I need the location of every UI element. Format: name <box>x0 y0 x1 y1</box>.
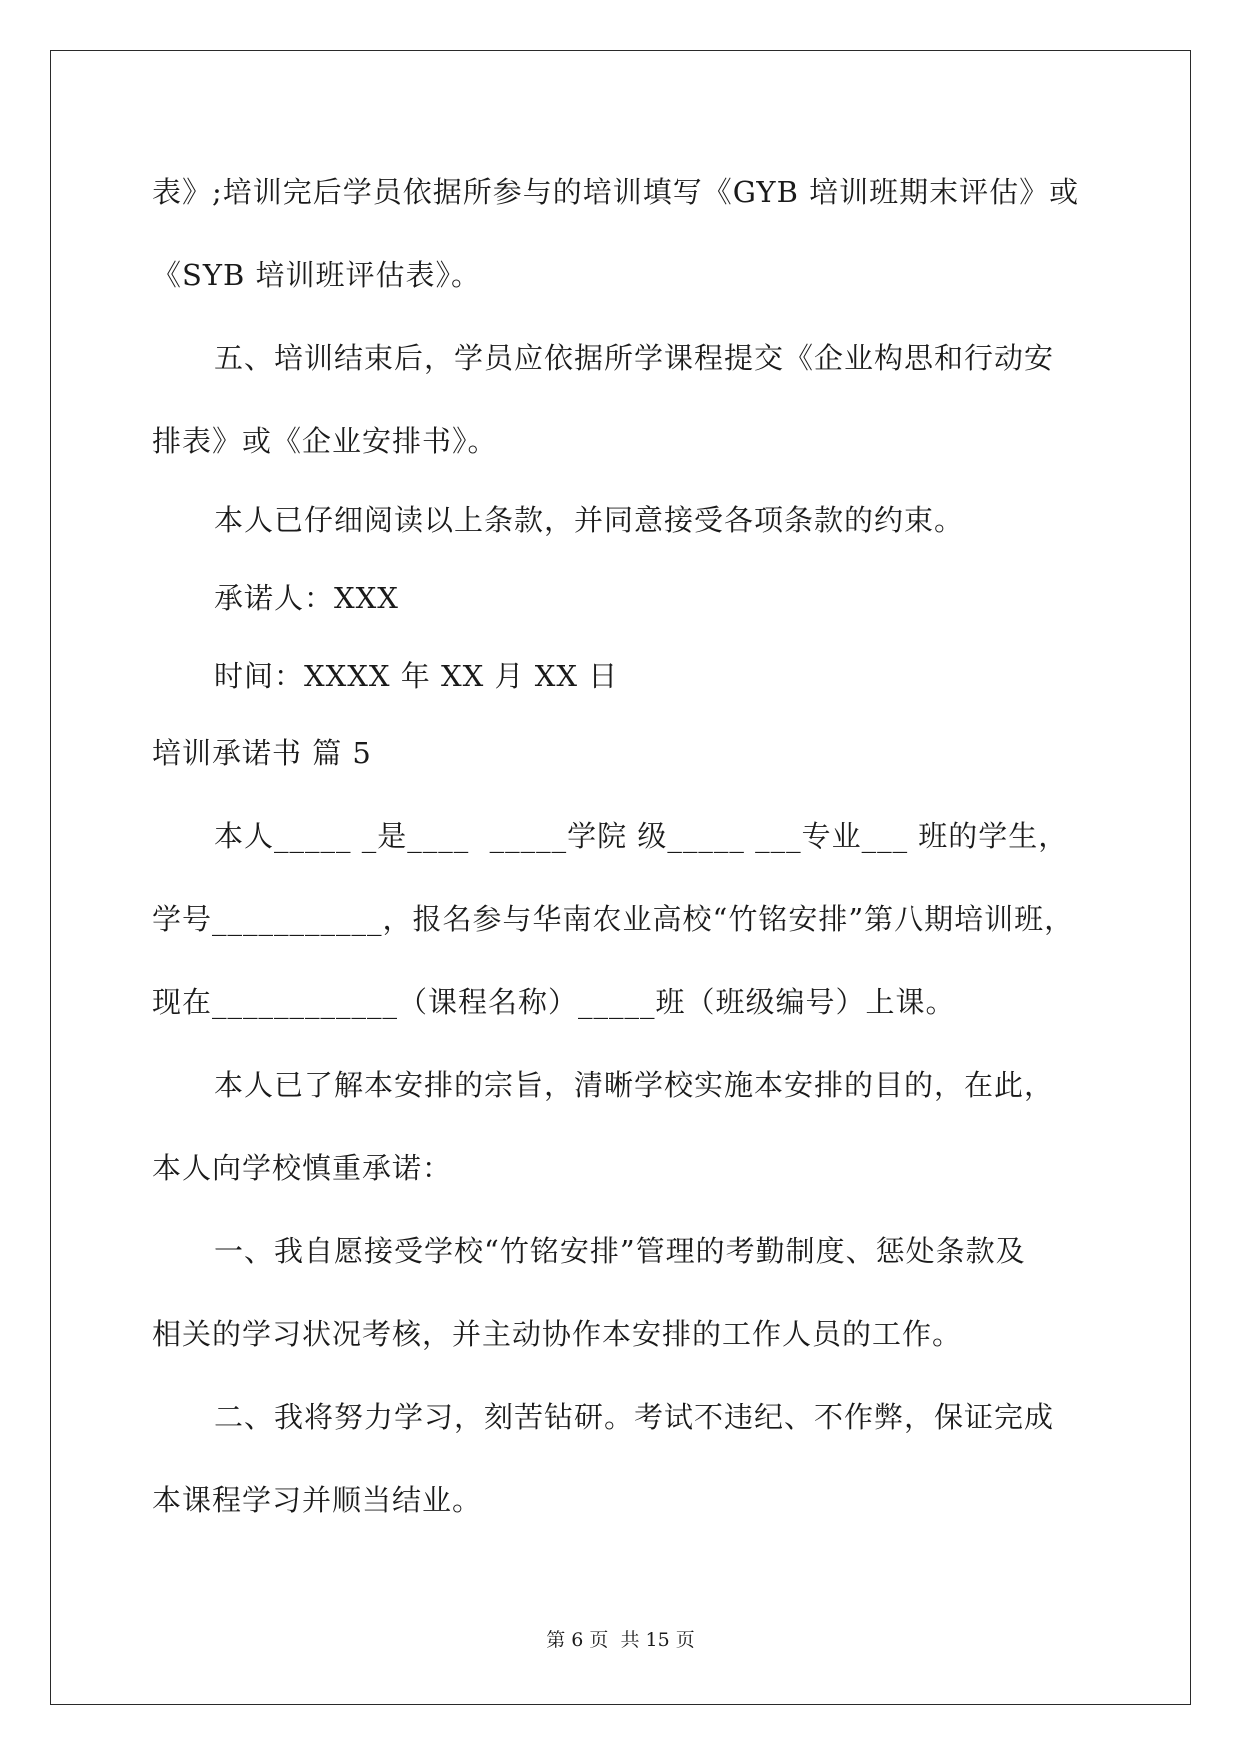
section-heading: 培训承诺书 篇 5 <box>152 736 372 770</box>
text-line: 承诺人：XXX <box>214 581 399 615</box>
text-line: 学号___________，报名参与华南农业高校“竹铭安排”第八期培训班， <box>152 902 1075 936</box>
text-line: 现在____________（课程名称）_____班（班级编号）上课。 <box>152 985 956 1019</box>
text-line: 时间：XXXX 年 XX 月 XX 日 <box>214 659 619 693</box>
text-line: 本人向学校慎重承诺： <box>152 1151 453 1185</box>
text-line: 二、我将努力学习，刻苦钻研。考试不违纪、不作弊，保证完成 <box>214 1400 1055 1434</box>
text-line: 表》;培训完后学员依据所参与的培训填写《GYB 培训班期末评估》或 <box>152 175 1080 209</box>
text-line: 本人已仔细阅读以上条款，并同意接受各项条款的约束。 <box>214 503 965 537</box>
text-line: 相关的学习状况考核，并主动协作本安排的工作人员的工作。 <box>152 1317 963 1351</box>
text-line: 排表》或《企业安排书》。 <box>152 424 498 458</box>
text-line: 本人已了解本安排的宗旨，清晰学校实施本安排的目的，在此， <box>214 1068 1055 1102</box>
text-line: 本人_____ _是____ _____学院 级_____ ___专业___ 班的学生， <box>214 819 1069 853</box>
text-line: 《SYB 培训班评估表》。 <box>152 258 482 292</box>
text-line: 一、我自愿接受学校“竹铭安排”管理的考勤制度、惩处条款及 <box>214 1234 1026 1268</box>
text-line: 本课程学习并顺当结业。 <box>152 1483 483 1517</box>
page-frame <box>50 50 1191 1705</box>
text-line: 五、培训结束后，学员应依据所学课程提交《企业构思和行动安 <box>214 341 1055 375</box>
page-number: 第 6 页 共 15 页 <box>546 1629 695 1651</box>
